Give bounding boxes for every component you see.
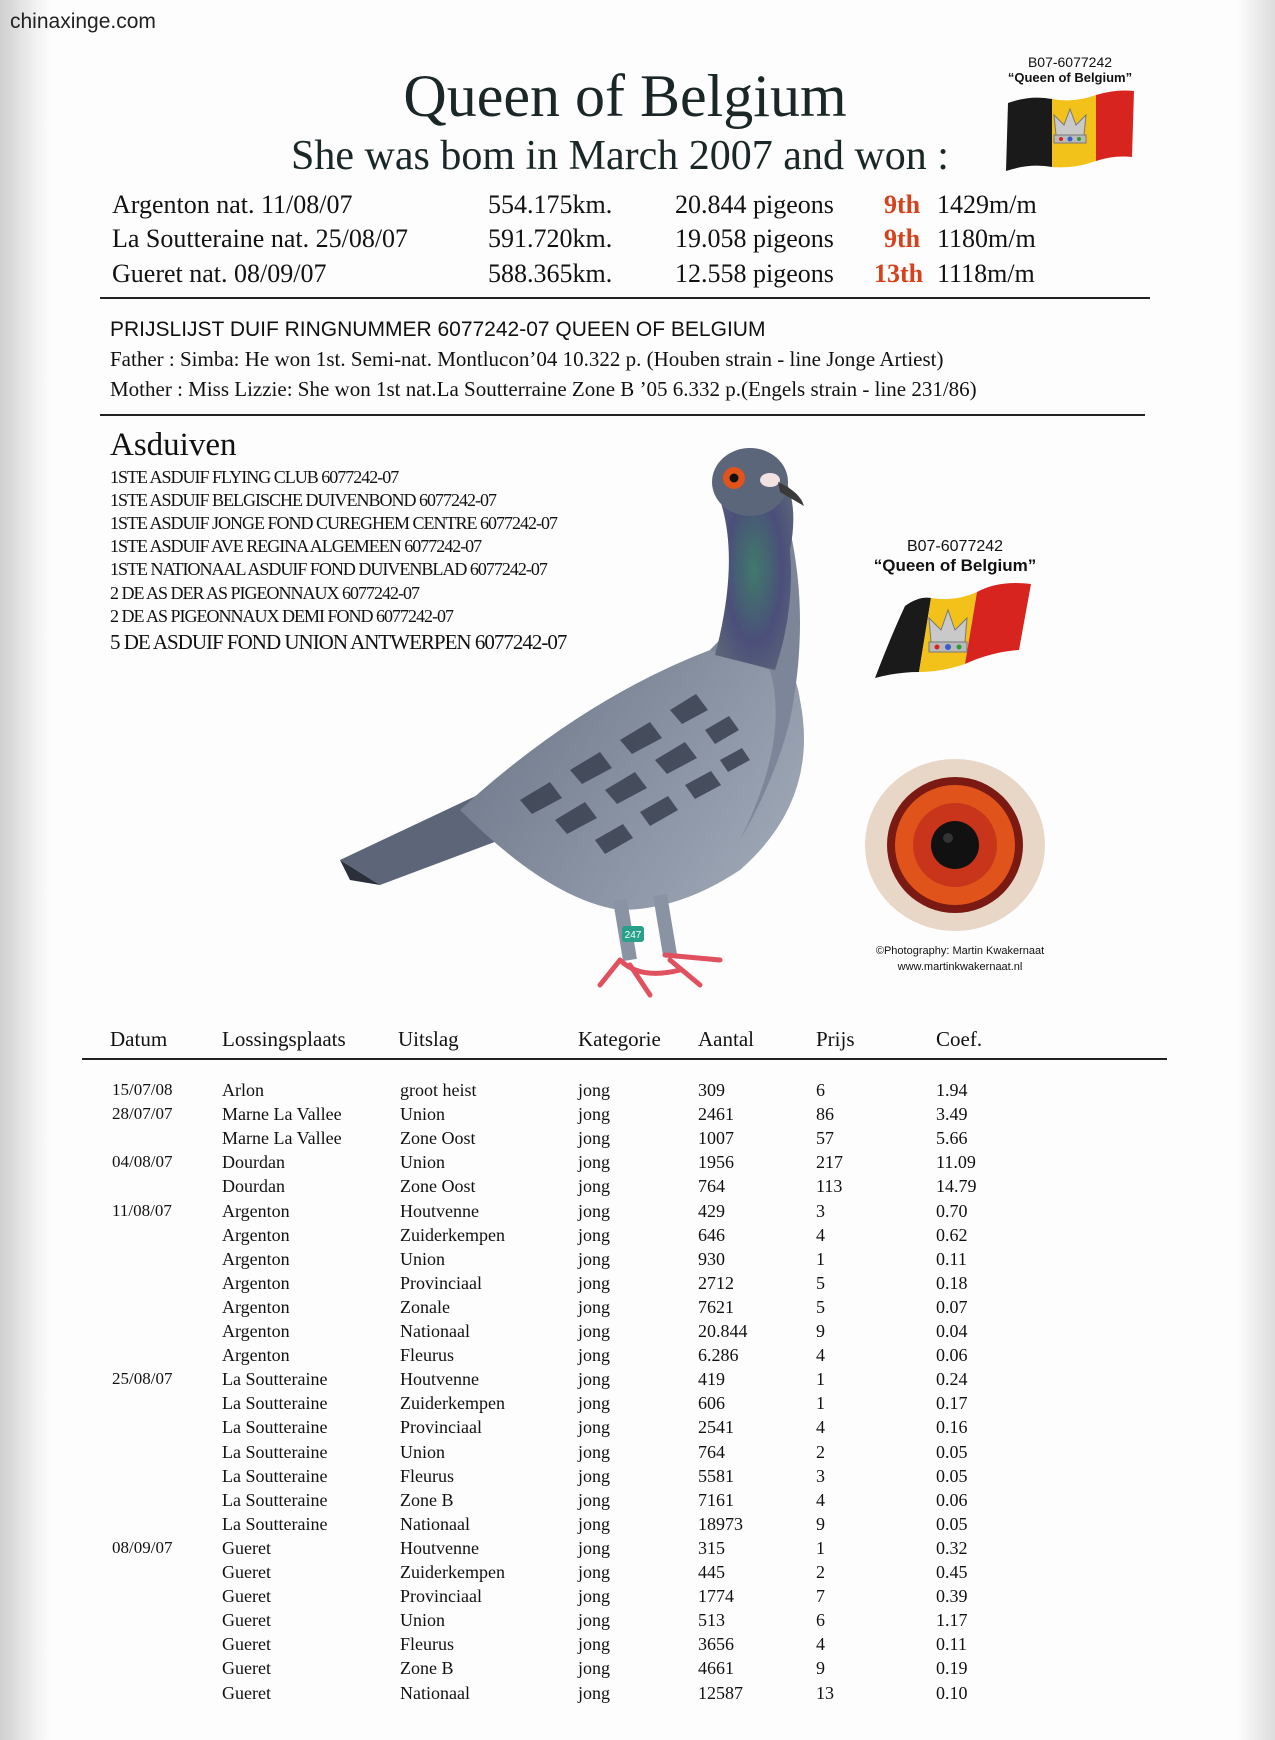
cell-prijs: 3 [816, 1200, 825, 1221]
cell-uitslag: Houtvenne [400, 1369, 479, 1390]
column-header-kategorie: Kategorie [578, 1027, 661, 1051]
cell-prijs: 9 [816, 1513, 825, 1534]
cell-lossingsplaats: Gueret [222, 1682, 271, 1703]
cell-lossingsplaats: Gueret [222, 1610, 271, 1631]
cell-coef: 1.94 [936, 1080, 968, 1100]
cell-coef: 0.06 [936, 1489, 968, 1510]
cell-prijs: 1 [816, 1393, 825, 1414]
cell-prijs: 217 [816, 1152, 843, 1173]
cell-kategorie: jong [578, 1152, 611, 1173]
cell-kategorie: jong [578, 1465, 611, 1486]
cell-aantal: 429 [698, 1200, 725, 1221]
cell-aantal: 1956 [698, 1152, 734, 1173]
cell-lossingsplaats: Gueret [222, 1586, 271, 1607]
cell-uitslag: Union [400, 1248, 445, 1269]
asduif-award: 2 DE AS DER AS PIGEONNAUX 6077242-07 [110, 583, 420, 603]
leg-ring-label: 247 [624, 930, 642, 941]
cell-lossingsplaats: Dourdan [222, 1176, 285, 1197]
cell-prijs: 13 [816, 1682, 834, 1703]
cell-datum: 28/07/07 [112, 1104, 173, 1124]
cell-aantal: 5581 [698, 1465, 734, 1486]
page-spine-shadow [0, 0, 52, 1740]
cell-prijs: 2 [816, 1441, 825, 1462]
watermark: chinaxinge.com [10, 10, 156, 33]
divider [100, 297, 1150, 299]
cell-kategorie: jong [578, 1610, 611, 1631]
cell-coef: 0.11 [936, 1248, 967, 1269]
cell-datum: 15/07/08 [112, 1080, 173, 1099]
column-header-lossingsplaats: Lossingsplaats [222, 1027, 346, 1051]
asduif-award: 2 DE AS PIGEONNAUX DEMI FOND 6077242-07 [110, 606, 453, 626]
cell-lossingsplaats: Argenton [222, 1272, 290, 1293]
cell-lossingsplaats: La Soutteraine [222, 1513, 328, 1534]
cell-coef: 1.17 [936, 1610, 968, 1631]
asduif-award: 5 DE ASDUIF FOND UNION ANTWERPEN 6077242-07 [110, 630, 567, 654]
cell-lossingsplaats: Gueret [222, 1634, 271, 1655]
cell-lossingsplaats: La Soutteraine [222, 1369, 328, 1390]
cell-prijs: 113 [816, 1176, 843, 1197]
photo-credit-url: www.martinkwakernaat.nl [897, 961, 1023, 973]
cell-lossingsplaats: Gueret [222, 1562, 271, 1582]
cell-lossingsplaats: Argenton [222, 1345, 290, 1366]
asduiven-heading: Asduiven [110, 427, 237, 463]
cell-prijs: 9 [816, 1658, 825, 1679]
cell-prijs: 1 [816, 1248, 825, 1269]
cell-kategorie: jong [578, 1586, 611, 1607]
cell-coef: 0.19 [936, 1658, 968, 1679]
cell-aantal: 12587 [698, 1682, 743, 1703]
cell-coef: 0.45 [936, 1562, 968, 1582]
cell-aantal: 606 [698, 1393, 725, 1414]
cell-lossingsplaats: Argenton [222, 1248, 290, 1269]
cell-aantal: 1007 [698, 1128, 734, 1149]
result-pigeons: 12.558 pigeons [675, 259, 834, 288]
cell-uitslag: Houtvenne [400, 1537, 479, 1558]
result-race: Gueret nat. 08/09/07 [112, 259, 327, 288]
cell-aantal: 2712 [698, 1272, 734, 1293]
cell-kategorie: jong [578, 1272, 611, 1293]
result-speed: 1118m/m [937, 259, 1035, 288]
cell-aantal: 7621 [698, 1296, 734, 1317]
page-edge-shadow [1237, 0, 1275, 1740]
result-place: 9th [884, 190, 921, 219]
cell-aantal: 2541 [698, 1417, 734, 1438]
cell-kategorie: jong [578, 1393, 611, 1414]
cell-uitslag: Zone B [400, 1658, 454, 1679]
cell-uitslag: Houtvenne [400, 1200, 479, 1221]
cell-kategorie: jong [578, 1200, 611, 1221]
cell-kategorie: jong [578, 1634, 611, 1655]
column-header-coef: Coef. [936, 1027, 983, 1051]
cell-lossingsplaats: La Soutteraine [222, 1393, 328, 1414]
cell-uitslag: Union [400, 1152, 445, 1173]
cell-uitslag: Fleurus [400, 1465, 454, 1486]
cell-datum: 25/08/07 [112, 1369, 173, 1389]
cell-lossingsplaats: Gueret [222, 1658, 271, 1679]
cell-lossingsplaats: Arlon [222, 1080, 264, 1100]
cell-datum: 08/09/07 [112, 1537, 173, 1557]
cell-uitslag: Provinciaal [400, 1417, 482, 1438]
cell-coef: 0.39 [936, 1586, 968, 1607]
father-info: Father : Simba: He won 1st. Semi-nat. Montlucon’04 10.322 p. (Houben strain - line Jonge Artiest) [110, 347, 944, 371]
cell-lossingsplaats: Gueret [222, 1537, 271, 1558]
cell-lossingsplaats: Argenton [222, 1224, 290, 1245]
asduif-award: 1STE ASDUIF JONGE FOND CUREGHEM CENTRE 6077242-07 [110, 513, 558, 533]
cell-aantal: 1774 [698, 1586, 734, 1607]
flag-pigeon-name: “Queen of Belgium” [873, 556, 1037, 575]
column-header-aantal: Aantal [698, 1027, 754, 1051]
asduif-award: 1STE ASDUIF AVE REGINA ALGEMEEN 6077242-07 [110, 536, 482, 556]
cell-coef: 0.10 [936, 1682, 968, 1703]
cell-kategorie: jong [578, 1176, 611, 1197]
cell-aantal: 3656 [698, 1634, 734, 1655]
cell-prijs: 3 [816, 1465, 825, 1486]
cell-uitslag: groot heist [400, 1080, 477, 1100]
cell-lossingsplaats: Marne La Vallee [222, 1128, 342, 1149]
cell-coef: 14.79 [936, 1176, 977, 1197]
cell-uitslag: Fleurus [400, 1345, 454, 1366]
photo-credit-line: ©Photography: Martin Kwakernaat [875, 945, 1045, 957]
result-distance: 591.720km. [488, 224, 613, 253]
page-subtitle: She was bom in March 2007 and won : [291, 133, 949, 179]
divider [100, 414, 1145, 416]
cell-kategorie: jong [578, 1248, 611, 1269]
cell-aantal: 18973 [698, 1513, 743, 1534]
cell-coef: 0.11 [936, 1634, 967, 1655]
cell-aantal: 7161 [698, 1489, 734, 1510]
cell-coef: 0.06 [936, 1345, 968, 1366]
cell-uitslag: Zone B [400, 1489, 454, 1510]
cell-uitslag: Nationaal [400, 1682, 470, 1703]
result-speed: 1180m/m [937, 224, 1036, 253]
cell-kategorie: jong [578, 1369, 611, 1390]
table-header-divider [82, 1058, 1167, 1060]
cell-lossingsplaats: La Soutteraine [222, 1441, 328, 1462]
cell-aantal: 6.286 [698, 1345, 739, 1366]
cell-aantal: 764 [698, 1176, 725, 1197]
result-race: La Soutteraine nat. 25/08/07 [112, 224, 409, 253]
cell-lossingsplaats: La Soutteraine [222, 1465, 328, 1486]
cell-uitslag: Zuiderkempen [400, 1562, 505, 1582]
cell-uitslag: Zuiderkempen [400, 1224, 505, 1245]
flag-badge-small [985, 54, 1155, 175]
cell-prijs: 2 [816, 1562, 825, 1582]
cell-prijs: 6 [816, 1610, 825, 1631]
cell-prijs: 4 [816, 1417, 825, 1438]
cell-coef: 0.62 [936, 1224, 968, 1245]
cell-datum: 04/08/07 [112, 1152, 173, 1172]
cell-aantal: 309 [698, 1080, 725, 1100]
cell-uitslag: Zone Oost [400, 1128, 476, 1149]
cell-kategorie: jong [578, 1296, 611, 1317]
cell-prijs: 86 [816, 1104, 834, 1125]
cell-prijs: 5 [816, 1296, 825, 1317]
cell-lossingsplaats: La Soutteraine [222, 1489, 328, 1510]
cell-kategorie: jong [578, 1489, 611, 1510]
result-pigeons: 19.058 pigeons [675, 224, 834, 253]
column-header-prijs: Prijs [816, 1027, 855, 1051]
cell-prijs: 5 [816, 1272, 825, 1293]
result-race: Argenton nat. 11/08/07 [112, 190, 353, 219]
cell-kategorie: jong [578, 1104, 611, 1125]
cell-kategorie: jong [578, 1441, 611, 1462]
cell-kategorie: jong [578, 1417, 611, 1438]
cell-datum: 11/08/07 [112, 1200, 172, 1220]
cell-coef: 0.05 [936, 1441, 968, 1462]
cell-lossingsplaats: Marne La Vallee [222, 1104, 342, 1125]
column-header-uitslag: Uitslag [398, 1027, 459, 1051]
asduif-award: 1STE ASDUIF BELGISCHE DUIVENBOND 6077242-07 [110, 490, 497, 510]
cell-coef: 0.05 [936, 1465, 968, 1486]
cell-coef: 5.66 [936, 1128, 968, 1149]
result-place: 13th [874, 259, 924, 288]
cell-kategorie: jong [578, 1345, 611, 1366]
cell-coef: 0.04 [936, 1321, 968, 1341]
cell-uitslag: Nationaal [400, 1321, 470, 1341]
cell-coef: 0.24 [936, 1369, 968, 1390]
result-pigeons: 20.844 pigeons [675, 190, 834, 219]
cell-aantal: 646 [698, 1224, 725, 1245]
cell-lossingsplaats: Argenton [222, 1200, 290, 1221]
cell-aantal: 20.844 [698, 1321, 748, 1341]
cell-coef: 0.05 [936, 1513, 968, 1534]
cell-kategorie: jong [578, 1080, 611, 1100]
cell-lossingsplaats: Argenton [222, 1296, 290, 1317]
cell-uitslag: Union [400, 1104, 445, 1125]
cell-kategorie: jong [578, 1513, 611, 1534]
cell-uitslag: Fleurus [400, 1634, 454, 1655]
cell-kategorie: jong [578, 1658, 611, 1679]
cell-kategorie: jong [578, 1128, 611, 1149]
cell-lossingsplaats: Argenton [222, 1321, 290, 1341]
eye-closeup-photo [860, 755, 1050, 935]
page-title: Queen of Belgium [403, 63, 847, 129]
asduif-award: 1STE NATIONAAL ASDUIF FOND DUIVENBLAD 6077242-07 [110, 559, 547, 579]
ring-number-heading: PRIJSLIJST DUIF RINGNUMMER 6077242-07 QUEEN OF BELGIUM [110, 318, 766, 341]
cell-lossingsplaats: Dourdan [222, 1152, 285, 1173]
cell-coef: 0.18 [936, 1272, 968, 1293]
cell-prijs: 6 [816, 1080, 825, 1100]
cell-prijs: 9 [816, 1321, 825, 1341]
belgian-flag-icon [869, 576, 1039, 686]
cell-uitslag: Zonale [400, 1296, 450, 1317]
cell-kategorie: jong [578, 1224, 611, 1245]
cell-prijs: 4 [816, 1634, 825, 1655]
cell-uitslag: Union [400, 1610, 445, 1631]
cell-coef: 0.32 [936, 1537, 968, 1558]
result-speed: 1429m/m [937, 190, 1037, 219]
cell-prijs: 4 [816, 1224, 825, 1245]
cell-coef: 0.07 [936, 1296, 968, 1317]
cell-aantal: 930 [698, 1248, 725, 1269]
cell-prijs: 1 [816, 1537, 825, 1558]
cell-aantal: 513 [698, 1610, 725, 1631]
cell-prijs: 1 [816, 1369, 825, 1390]
cell-kategorie: jong [578, 1321, 611, 1341]
result-distance: 588.365km. [488, 259, 613, 288]
cell-prijs: 4 [816, 1489, 825, 1510]
cell-coef: 11.09 [936, 1152, 976, 1173]
belgian-flag-icon [1000, 85, 1140, 175]
cell-coef: 0.70 [936, 1200, 968, 1221]
cell-aantal: 4661 [698, 1658, 734, 1679]
cell-uitslag: Provinciaal [400, 1586, 482, 1607]
cell-prijs: 57 [816, 1128, 834, 1149]
mother-info: Mother : Miss Lizzie: She won 1st nat.La Soutterraine Zone B ’05 6.332 p.(Engels strain - line 231/86) [110, 377, 977, 401]
cell-coef: 3.49 [936, 1104, 968, 1125]
flag-pigeon-name: “Queen of Belgium” [1007, 70, 1133, 85]
result-distance: 554.175km. [488, 190, 613, 219]
cell-uitslag: Nationaal [400, 1513, 470, 1534]
flag-ring-number: B07-6077242 [1027, 54, 1113, 70]
cell-aantal: 315 [698, 1537, 725, 1558]
cell-aantal: 419 [698, 1369, 725, 1390]
photo-credit [845, 943, 1075, 975]
cell-prijs: 4 [816, 1345, 825, 1366]
cell-uitslag: Provinciaal [400, 1272, 482, 1293]
cell-uitslag: Zuiderkempen [400, 1393, 505, 1414]
asduif-award: 1STE ASDUIF FLYING CLUB 6077242-07 [110, 467, 399, 487]
flag-badge-large [855, 538, 1055, 686]
cell-aantal: 2461 [698, 1104, 734, 1125]
column-header-datum: Datum [110, 1027, 168, 1051]
cell-kategorie: jong [578, 1562, 611, 1582]
flag-ring-number: B07-6077242 [906, 538, 1004, 555]
cell-aantal: 764 [698, 1441, 725, 1462]
cell-kategorie: jong [578, 1682, 611, 1703]
cell-coef: 0.17 [936, 1393, 968, 1414]
cell-kategorie: jong [578, 1537, 611, 1558]
cell-coef: 0.16 [936, 1417, 968, 1438]
cell-prijs: 7 [816, 1586, 825, 1607]
pigeon-photo [320, 440, 900, 1020]
cell-uitslag: Union [400, 1441, 445, 1462]
cell-lossingsplaats: La Soutteraine [222, 1417, 328, 1438]
cell-aantal: 445 [698, 1562, 725, 1582]
result-place: 9th [884, 224, 921, 253]
cell-uitslag: Zone Oost [400, 1176, 476, 1197]
